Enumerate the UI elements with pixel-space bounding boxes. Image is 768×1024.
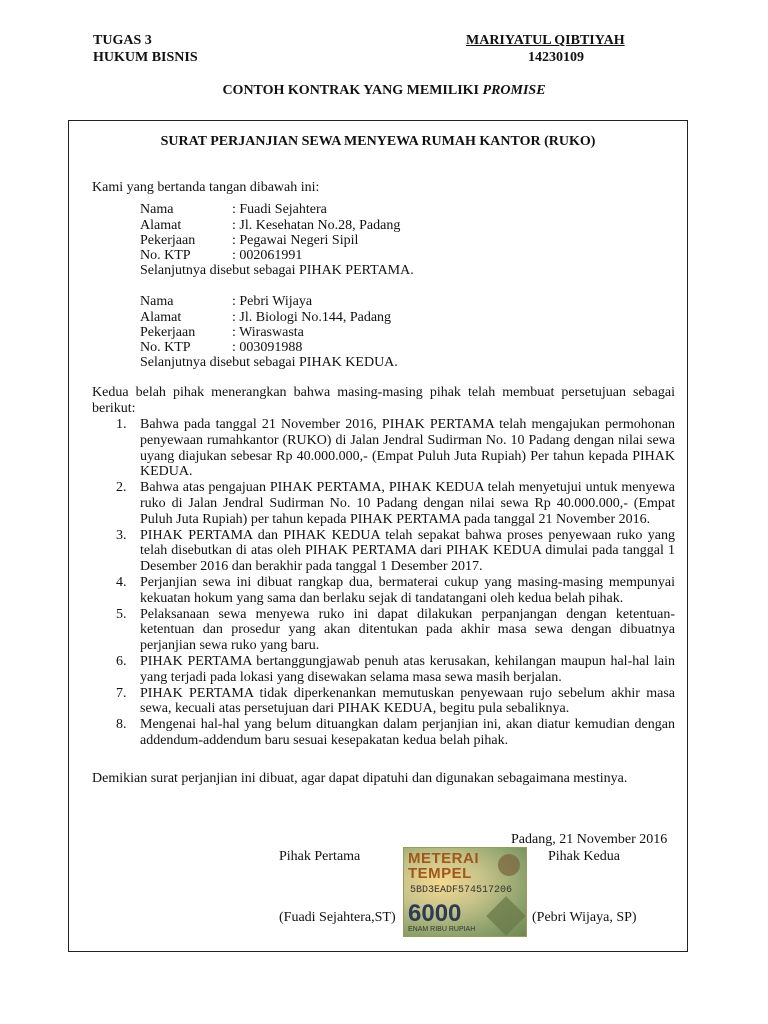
clause-item bbox=[92, 417, 675, 480]
party1-address-label: Alamat bbox=[140, 218, 182, 233]
stamp-words: ENAM RIBU RUPIAH bbox=[408, 926, 476, 933]
contract-title: SURAT PERJANJIAN SEWA MENYEWA RUMAH KANTOR (RUKO) bbox=[160, 134, 596, 149]
revenue-stamp bbox=[403, 847, 527, 937]
student-id: 14230109 bbox=[528, 50, 584, 65]
clause-number: 8. bbox=[116, 717, 127, 733]
clause-number: 7. bbox=[116, 685, 127, 701]
party1-name-label: Nama bbox=[140, 202, 174, 217]
party1-name-value: : Fuadi Sejahtera bbox=[232, 202, 327, 217]
clause-number: 6. bbox=[116, 653, 127, 669]
clause-text: PIHAK PERTAMA tidak diperkenankan memutuskan penyewaan rujo sebelum akhir masa sewa, kecuali atas persetujuan dari PIHAK KEDUA, begitu pula sebaliknya. bbox=[140, 685, 675, 717]
clause-text: Bahwa atas pengajuan PIHAK PERTAMA, PIHAK KEDUA telah menyetujui untuk menyewa ruko di Jalan Jendral Sudirman No. 10 Padang dengan nilai sewa Rp 40.000.000,- (Empat Puluh Juta Rupiah) per tahun kepada PIHAK PERTAMA pada tanggal 21 November 2016. bbox=[140, 480, 675, 527]
party1-job-value: : Pegawai Negeri Sipil bbox=[232, 233, 359, 248]
clause-item bbox=[92, 480, 675, 527]
clause-number: 3. bbox=[116, 527, 127, 543]
clause-text: PIHAK PERTAMA bertanggungjawab penuh atas kerusakan, kehilangan maupun hal-hal lain yang terjadi pada lokasi yang disewakan selama masa sewa masih berjalan. bbox=[140, 653, 675, 685]
clause-list bbox=[92, 417, 675, 749]
sign-right-label: Pihak Kedua bbox=[548, 849, 620, 864]
stamp-serial: 5BD3EADF574517206 bbox=[410, 885, 513, 896]
party2-note: Selanjutnya disebut sebagai PIHAK KEDUA. bbox=[140, 355, 398, 370]
agreement-intro: Kedua belah pihak menerangkan bahwa masing-masing pihak telah membuat persetujuan sebagai berikut: bbox=[92, 385, 675, 416]
student-name: MARIYATUL QIBTIYAH bbox=[466, 33, 625, 48]
clause-item bbox=[92, 654, 675, 686]
sign-right-name: (Pebri Wijaya, SP) bbox=[532, 910, 637, 925]
clause-number: 4. bbox=[116, 574, 127, 590]
document-title-italic: PROMISE bbox=[482, 83, 546, 98]
party1-note: Selanjutnya disebut sebagai PIHAK PERTAMA. bbox=[140, 263, 414, 278]
party2-address-value: : Jl. Biologi No.144, Padang bbox=[232, 310, 392, 325]
party2-job-value: : Wiraswasta bbox=[232, 325, 304, 340]
document-title bbox=[0, 83, 768, 99]
party1-ktp-label: No. KTP bbox=[140, 248, 191, 263]
clause-number: 5. bbox=[116, 606, 127, 622]
place-date: Padang, 21 November 2016 bbox=[511, 832, 668, 847]
party1-ktp-value: : 002061991 bbox=[232, 248, 303, 263]
clause-item bbox=[92, 686, 675, 718]
party2-name-value: : Pebri Wijaya bbox=[232, 294, 313, 309]
party2-ktp-value: : 003091988 bbox=[232, 340, 303, 355]
clause-text: Perjanjian sewa ini dibuat rangkap dua, bermaterai cukup yang masing-masing mempunyai kekuatan hokum yang sama dan berlaku sejak di tandatangani oleh kedua belah pihak. bbox=[140, 574, 675, 606]
stamp-line2: TEMPEL bbox=[408, 865, 472, 882]
party1-job-label: Pekerjaan bbox=[140, 233, 196, 248]
stamp-line1: METERAI bbox=[408, 850, 479, 867]
stamp-ornament-icon bbox=[486, 896, 526, 936]
clause-item bbox=[92, 528, 675, 575]
clause-item bbox=[92, 575, 675, 607]
clause-text: PIHAK PERTAMA dan PIHAK KEDUA telah sepakat bahwa proses penyewaan ruko yang telah disebutkan di atas oleh PIHAK PERTAMA dari PIHAK KEDUA dimulai pada tanggal 1 Desember 2016 dan berakhir pada tanggal 1 Desember 2017. bbox=[140, 527, 675, 575]
clause-number: 2. bbox=[116, 480, 127, 496]
party2-name-label: Nama bbox=[140, 294, 174, 309]
closing-statement: Demikian surat perjanjian ini dibuat, agar dapat dipatuhi dan digunakan sebagaimana mestinya. bbox=[92, 771, 628, 786]
garuda-emblem-icon bbox=[498, 854, 520, 876]
clause-text: Pelaksanaan sewa menyewa ruko ini dapat dilakukan perpanjangan dengan ketentuan-ketentuan dan prosedur yang akan ditentukan pada akhir masa sewa dengan dibuatnya perjanjian sewa ruko yang baru. bbox=[140, 606, 675, 654]
stamp-value: 6000 bbox=[408, 900, 462, 927]
document-title-main: CONTOH KONTRAK YANG MEMILIKI bbox=[222, 83, 483, 98]
sign-left-label: Pihak Pertama bbox=[279, 849, 361, 864]
sign-left-name: (Fuadi Sejahtera,ST) bbox=[279, 910, 396, 925]
clause-item bbox=[92, 607, 675, 654]
party2-job-label: Pekerjaan bbox=[140, 325, 196, 340]
clause-text: Mengenai hal-hal yang belum dituangkan dalam perjanjian ini, akan diatur kemudian dengan addendum-addendum baru sesuai kesepakatan kedua belah pihak. bbox=[140, 717, 675, 748]
party2-ktp-label: No. KTP bbox=[140, 340, 191, 355]
clause-item bbox=[92, 717, 675, 749]
course-label: HUKUM BISNIS bbox=[93, 50, 198, 65]
clause-number: 1. bbox=[116, 417, 127, 432]
contract-intro: Kami yang bertanda tangan dibawah ini: bbox=[92, 180, 320, 195]
party1-address-value: : Jl. Kesehatan No.28, Padang bbox=[232, 218, 401, 233]
clause-text: Bahwa pada tanggal 21 November 2016, PIHAK PERTAMA telah mengajukan permohonan penyewaan rumahkantor (RUKO) di Jalan Jendral Sudirman No. 10 Padang dengan nilai sewa uyang diajukan sebesar Rp 40.000.000,- (Empat Puluh Juta Rupiah) Per tahun kepada PIHAK KEDUA. bbox=[140, 417, 675, 480]
party2-address-label: Alamat bbox=[140, 310, 182, 325]
assignment-label: TUGAS 3 bbox=[93, 33, 152, 48]
